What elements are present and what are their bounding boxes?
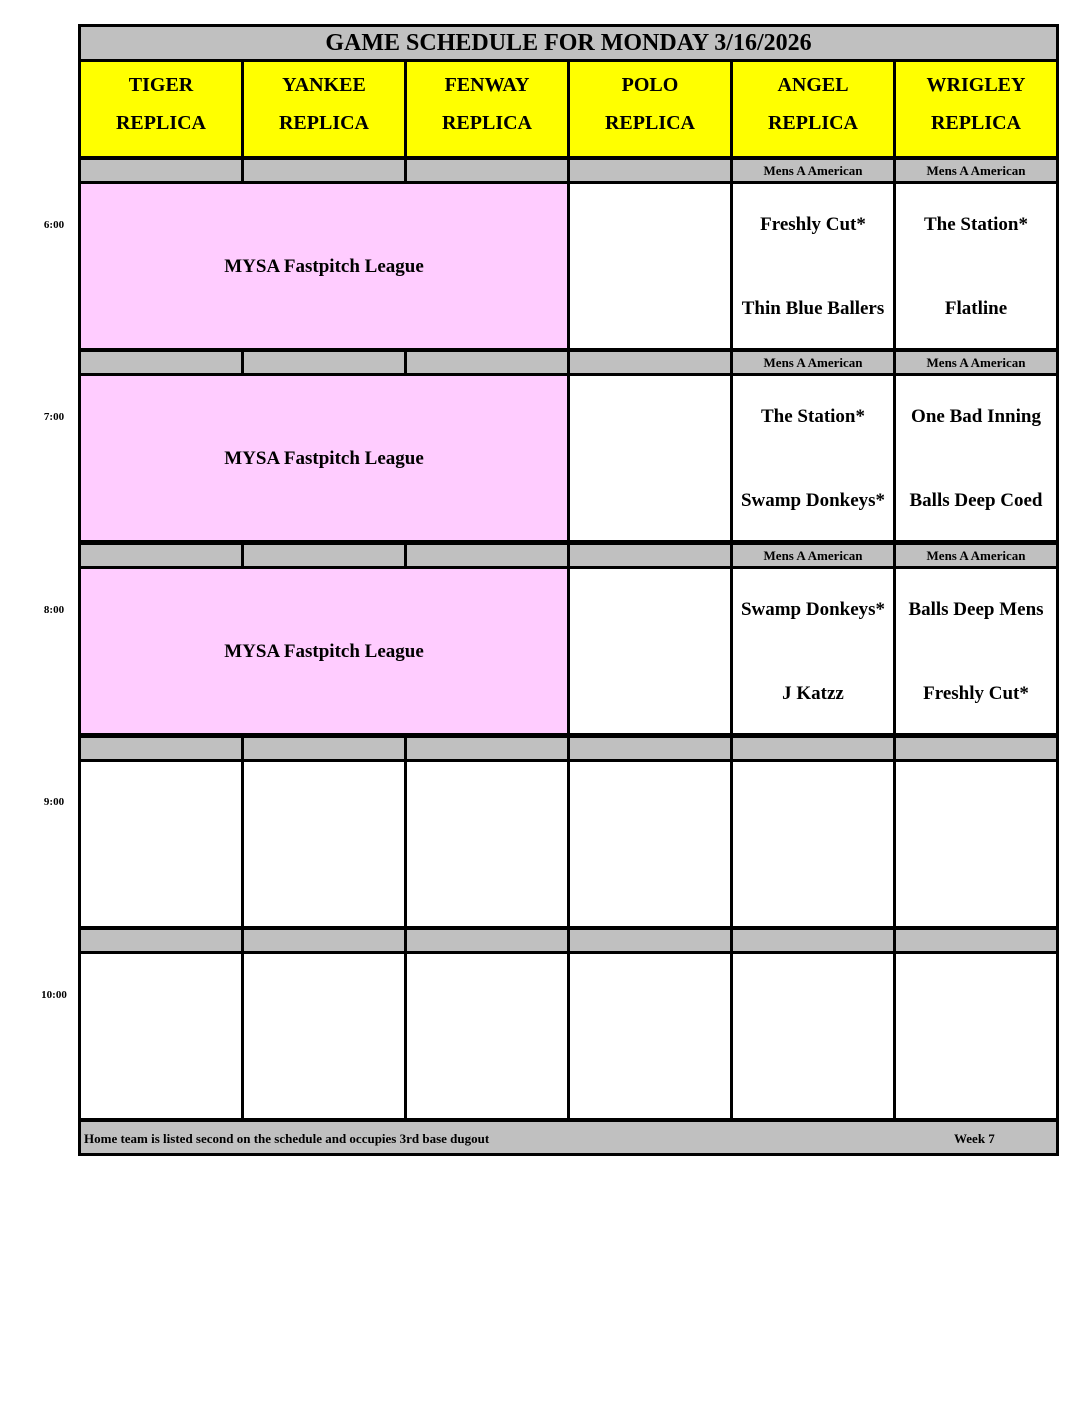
division-cell xyxy=(241,157,407,184)
field-header-yankee xyxy=(241,59,407,159)
division-cell xyxy=(78,735,244,762)
away-team: One Bad Inning xyxy=(911,406,1041,427)
division-cell xyxy=(730,735,896,762)
game-cell xyxy=(567,373,733,543)
division-cell xyxy=(567,735,733,762)
field-header-tiger xyxy=(78,59,244,159)
league-block-label: MYSA Fastpitch League xyxy=(224,641,424,662)
page-title: GAME SCHEDULE FOR MONDAY 3/16/2026 xyxy=(78,24,1059,62)
away-team: The Station* xyxy=(761,406,865,427)
home-team: Swamp Donkeys* xyxy=(740,490,886,511)
home-team: Balls Deep Coed xyxy=(909,490,1043,511)
empty-game-cell xyxy=(893,759,1059,929)
time-label: 9:00 xyxy=(43,796,65,808)
empty-game-cell xyxy=(893,951,1059,1121)
field-subtitle: REPLICA xyxy=(441,112,532,134)
empty-game-cell xyxy=(567,759,733,929)
field-header-wrigley xyxy=(893,59,1059,159)
field-header-polo xyxy=(567,59,733,159)
league-block-label: MYSA Fastpitch League xyxy=(224,448,424,469)
game-cell xyxy=(893,566,1059,736)
division-cell: Mens A American xyxy=(730,157,896,184)
field-header-fenway xyxy=(404,59,570,159)
home-team: Flatline xyxy=(944,298,1008,319)
empty-game-cell xyxy=(404,759,570,929)
game-cell xyxy=(893,181,1059,351)
field-name: ANGEL xyxy=(777,74,849,96)
game-cell xyxy=(567,181,733,351)
division-cell xyxy=(567,157,733,184)
field-header-angel xyxy=(730,59,896,159)
division-cell xyxy=(78,349,244,376)
division-cell: Mens A American xyxy=(730,542,896,569)
time-label: 6:00 xyxy=(43,219,65,231)
division-cell xyxy=(78,542,244,569)
field-subtitle: REPLICA xyxy=(115,112,206,134)
division-cell xyxy=(404,735,570,762)
time-label: 10:00 xyxy=(41,989,67,1001)
empty-game-cell xyxy=(78,951,244,1121)
field-subtitle: REPLICA xyxy=(767,112,858,134)
game-cell xyxy=(730,181,896,351)
home-team: Thin Blue Ballers xyxy=(741,298,885,319)
field-name: YANKEE xyxy=(282,74,366,96)
division-cell xyxy=(78,157,244,184)
footer-note: Home team is listed second on the schedule and occupies 3rd base dugout xyxy=(84,1131,490,1146)
division-cell xyxy=(893,927,1059,954)
division-cell xyxy=(567,542,733,569)
division-cell: Mens A American xyxy=(730,349,896,376)
division-cell xyxy=(893,735,1059,762)
away-team: Balls Deep Mens xyxy=(908,599,1044,620)
field-subtitle: REPLICA xyxy=(930,112,1021,134)
empty-game-cell xyxy=(404,951,570,1121)
time-label: 7:00 xyxy=(43,411,65,423)
away-team: Swamp Donkeys* xyxy=(740,599,886,620)
division-cell: Mens A American xyxy=(893,157,1059,184)
league-block xyxy=(78,566,570,736)
division-cell xyxy=(241,349,407,376)
league-block-label: MYSA Fastpitch League xyxy=(224,256,424,277)
division-cell xyxy=(241,927,407,954)
division-cell xyxy=(730,927,896,954)
home-team: Freshly Cut* xyxy=(923,683,1029,704)
footer-bar xyxy=(78,1119,1059,1156)
empty-game-cell xyxy=(730,759,896,929)
home-team: J Katzz xyxy=(782,683,844,704)
time-label: 8:00 xyxy=(43,604,65,616)
game-cell xyxy=(730,566,896,736)
division-cell: Mens A American xyxy=(893,542,1059,569)
week-label: Week 7 xyxy=(954,1131,995,1146)
division-cell xyxy=(567,349,733,376)
empty-game-cell xyxy=(241,759,407,929)
division-cell xyxy=(567,927,733,954)
game-cell xyxy=(567,566,733,736)
field-name: WRIGLEY xyxy=(926,74,1026,96)
field-name: FENWAY xyxy=(444,74,530,96)
division-cell xyxy=(78,927,244,954)
field-name: TIGER xyxy=(128,74,194,96)
game-cell xyxy=(730,373,896,543)
field-subtitle: REPLICA xyxy=(278,112,369,134)
empty-game-cell xyxy=(730,951,896,1121)
league-block xyxy=(78,373,570,543)
empty-game-cell xyxy=(78,759,244,929)
division-cell xyxy=(404,542,570,569)
game-cell xyxy=(893,373,1059,543)
division-cell xyxy=(404,349,570,376)
away-team: The Station* xyxy=(924,214,1028,235)
division-cell xyxy=(241,542,407,569)
field-name: POLO xyxy=(621,74,679,96)
league-block xyxy=(78,181,570,351)
division-cell xyxy=(241,735,407,762)
division-cell xyxy=(404,157,570,184)
division-cell xyxy=(404,927,570,954)
division-cell: Mens A American xyxy=(893,349,1059,376)
away-team: Freshly Cut* xyxy=(760,214,866,235)
empty-game-cell xyxy=(567,951,733,1121)
empty-game-cell xyxy=(241,951,407,1121)
field-subtitle: REPLICA xyxy=(604,112,695,134)
